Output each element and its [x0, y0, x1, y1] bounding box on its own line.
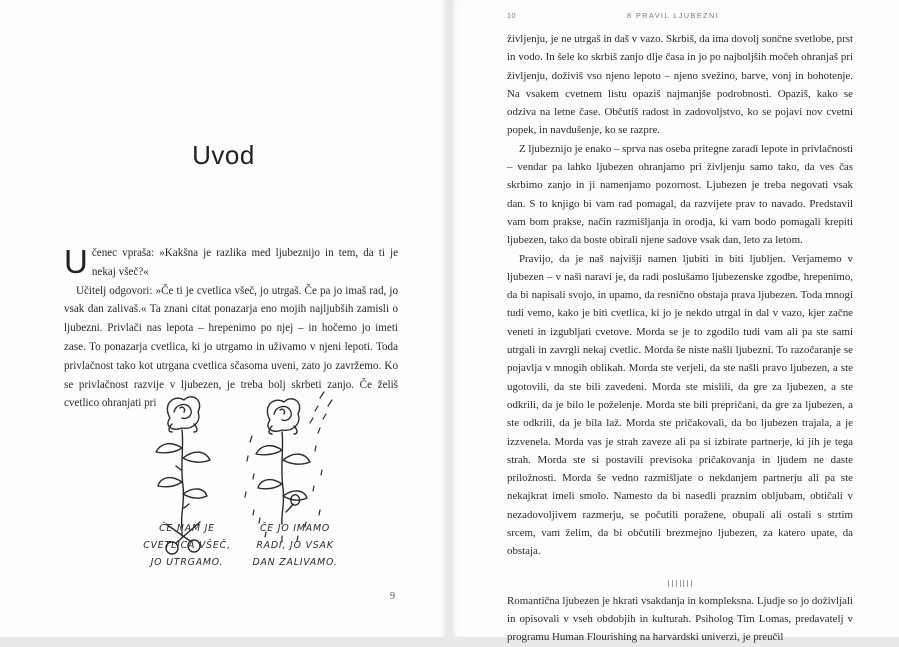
drop-cap: U [64, 243, 88, 280]
caption-watered-rose [240, 520, 350, 571]
caption-line: ČE NAM JE [159, 523, 215, 534]
paragraph: Z ljubeznijo je enako – sprva nas oseba pritegne zaradi lepote in privlačnosti – vendar pa lahko ljubezen ohranjamo pri življenju samo tako, da ves čas skrbimo zanjo in ji namenjamo pozornost. Ljubezen je treba negovati vsak dan. S to knjigo bi vam rad pomagal, da razvijete prav to navado. Predstavil vam bom prakse, način razmišljanja in orodja, ki vam bodo pomagali krepiti ljubezen, tako da boste obirali njene sadove vsak dan, leto za letom. [507, 142, 853, 247]
right-body-text [507, 30, 853, 647]
paragraph: Pravijo, da je naš najvišji namen ljubiti in biti ljubljen. Verjamemo v ljubezen – v naši naravi je, da radi poslušamo ljubezenske zgodbe, hrepenimo, da bi napisali svojo, in upamo, da resnično obstaja prava ljubezen. Toda mnogi tudi vemo, kako je biti cvetlica, ki jo je nekdo utrgal in dal v vazo, kjer začne veneti in izgubljati cvetove. Morda se je to zgodilo tudi vam ali pa ste sami utrgali in zavrgli nekaj cvetlic. Morda še niste našli ljubezni. To razočaranje se pojavlja v mnogih oblikah. Morda ste verjeli, da ste našli pravo ljubezen, a ste ugotovili, da ste bili zavedeni. Morda ste mislili, da gre za ljubezen, a ste odkrili, da je bilo le poželenje. Morda ste bili prepričani, da gre za ljubezen, a ste odkrili, da je bila laž. Morda ste pričakovali, da bo ljubezen trajala, a je izzvenela. Morda vas je strah zaveze ali pa si izbirate partnerje, ki jih je tega strah. Morda ste si postavili previsoka pričakovanja in ljudem ne daste priložnosti. Morda še vedno razmišljate o nekdanjem partnerju ali pa ste nekajkrat imeli smolo. Namesto da bi nasedli praznim obljubam, obtičali v nezadovoljivem razmerju, se počutili poražene, obupali ali ostali s strtim srcem, vam želim, da bi občutili brezmejno ljubezen, za katero upate, da obstaja. [507, 252, 853, 558]
paragraph-2: Učitelj odgovori: »Če ti je cvetlica všeč, jo utrgaš. Če pa jo imaš rad, jo vsak dan zalivaš.« Ta znani citat ponazarja eno mojih najljubših zamisli o ljubezni. Privlači nas lepota – hrepenimo po njej – in hočemo jo imeti zase. To ponazarja cvetlica, ki jo utrgamo in uživamo v njeni lepoti. Toda privlačnost tako kot utrgana cvetlica sčasoma uveni, zato jo zavržemo. Ko se privlačnost razvije v ljubezen, je treba bolj skrbeti zanjo. Če želiš cvetlico ohranjati pri [64, 284, 398, 410]
caption-line: CVETLICA VŠEČ, [143, 540, 231, 551]
book-title-header: 8 PRAVIL LJUBEZNI [627, 11, 720, 20]
caption-line: ČE JO IMAMO [259, 523, 331, 534]
section-break-ornament [507, 575, 853, 585]
caption-cut-rose [132, 520, 242, 571]
right-page [451, 0, 899, 644]
caption-line: JO UTRGAMO. [150, 557, 224, 568]
paragraph-1-text: čenec vpraša: »Kakšna je razlika med ljubeznijo in tem, da ti je nekaj všeč?« [91, 247, 398, 278]
caption-line: DAN ZALIVAMO. [252, 557, 338, 568]
paragraph-1 [64, 244, 398, 282]
paragraph: Romantična ljubezen je hkrati vsakdanja in kompleksna. Ljudje so jo doživljali in opisovali v vseh obdobjih in kulturah. Psiholog Tim Lomas, predavatelj v programu Human Flourishing na harvardski univerzi, je preučil [507, 594, 853, 644]
page-number-right: 10 [507, 11, 516, 20]
chapter-title: Uvod [192, 140, 255, 170]
page-number-left: 9 [390, 591, 395, 602]
paragraph: življenju, je ne utrgaš in daš v vazo. Skrbiš, da ima dovolj sončne svetlobe, prst in vodo. In šele ko skrbiš zanjo dlje časa in jo po najboljših močeh ohranjaš pri življenju, doživiš vso njeno lepoto – njeno svežino, barve, vonj in bohotenje. Na vsakem cvetnem listu opaziš najmanjše podrobnosti. Opaziš, kako se odziva na letne čase. Občutiš radost in zadovoljstvo, ko se pojavi nov cvetni popek, in navdušenje, ko se razpre. [507, 33, 853, 137]
caption-line: RADI, JO VSAK [256, 540, 334, 551]
left-page [0, 0, 447, 637]
